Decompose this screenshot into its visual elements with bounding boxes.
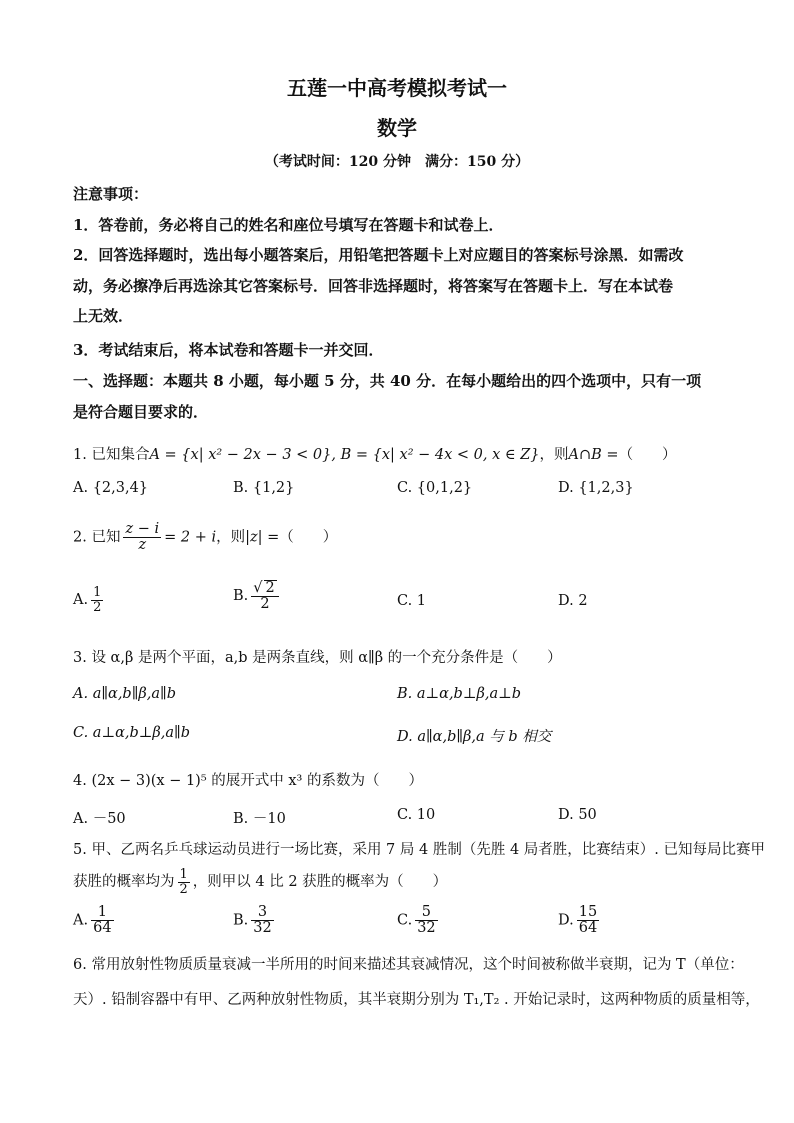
q5-option-b-fraction — [251, 905, 273, 936]
section-1-line-2: 是符合题目要求的． — [73, 403, 209, 421]
q2-option-a-den: 2 — [93, 599, 102, 615]
q5-option-a-label: A. — [73, 912, 89, 929]
q5-option-d — [558, 905, 602, 936]
q5-option-c-label: C. — [397, 912, 413, 929]
q2-option-b — [233, 580, 282, 612]
q1-prefix: 1. 已知集合 — [73, 447, 150, 463]
q2-option-a-num: 1 — [93, 585, 102, 600]
q3-option-d: D. a∥α,b∥β,a 与 b 相交 — [397, 729, 552, 745]
q1-option-d: D. {1,2,3} — [558, 480, 634, 496]
q5-half-den: 2 — [179, 881, 188, 897]
q2-mid: ，则 — [216, 529, 246, 546]
q5-option-a-num: 1 — [91, 905, 113, 921]
note-2-line-3: 上无效． — [73, 307, 134, 325]
q1-suffix: ，则 — [539, 447, 569, 463]
q5-half-fraction — [178, 868, 190, 896]
q5-option-a-den: 64 — [93, 920, 112, 937]
q5-line-2-post: ，则甲以 4 比 2 获胜的概率为（ ） — [192, 874, 448, 891]
q5-option-c-num: 5 — [415, 905, 437, 921]
q1-set-a: A = {x| x² − 2x − 3 < 0} — [149, 447, 332, 463]
question-3-stem: 3. 设 α,β 是两个平面，a,b 是两条直线，则 α∥β 的一个充分条件是（ ） — [73, 650, 562, 666]
q2-fraction — [123, 522, 161, 553]
q2-eq: = 2 + i — [164, 529, 217, 546]
q5-option-d-num: 15 — [578, 904, 598, 920]
q1-set-b: , B = {x| x² − 4x < 0, x ∈ Z} — [331, 447, 540, 463]
question-2-stem — [73, 522, 337, 553]
q5-option-c-den: 32 — [417, 920, 436, 937]
q2-option-a — [73, 586, 106, 614]
notes-heading: 注意事项： — [73, 185, 149, 203]
question-6-line-1: 6. 常用放射性物质质量衰减一半所用的时间来描述其衰减情况，这个时间被称做半衰期，记为 T（单位： — [73, 957, 744, 973]
note-3: 3．考试结束后，将本试卷和答题卡一并交回． — [73, 341, 384, 359]
q2-option-a-label: A. — [73, 592, 89, 609]
q5-option-b-label: B. — [233, 912, 249, 929]
q1-option-c: C. {0,1,2} — [397, 480, 473, 496]
q2-option-b-label: B. — [233, 588, 249, 605]
q4-option-d: D. 50 — [558, 807, 597, 823]
q3-option-c: C. a⊥α,b⊥β,a∥b — [73, 725, 191, 741]
q3-option-b: B. a⊥α,b⊥β,a⊥b — [397, 686, 522, 702]
note-1: 1．答卷前，务必将自己的姓名和座位号填写在答题卡和试卷上． — [73, 216, 504, 234]
q4-option-c: C. 10 — [397, 807, 436, 823]
q5-option-b-num: 3 — [251, 905, 273, 921]
q2-option-b-num: √ 2 — [251, 580, 278, 597]
q5-option-a-fraction — [91, 905, 113, 936]
subject-title: 数学 — [377, 116, 417, 140]
question-5-line-1: 5. 甲、乙两名乒乓球运动员进行一场比赛，采用 7 局 4 胜制（先胜 4 局者胜，比赛结束）. 已知每局比赛甲 — [73, 842, 765, 858]
q4-option-b: B. －10 — [233, 811, 286, 827]
q1-option-a: A. {2,3,4} — [73, 480, 149, 496]
q3-option-a: A. a∥α,b∥β,a∥b — [73, 686, 177, 702]
q5-half-num: 1 — [179, 867, 188, 882]
question-6-line-2: 天）. 铅制容器中有甲、乙两种放射性物质，其半衰期分别为 T₁,T₂ . 开始记录时，这两种物质的质量相等， — [73, 992, 760, 1008]
q5-option-d-label: D. — [558, 912, 574, 929]
question-1-stem — [73, 443, 677, 464]
q5-line-2-pre: 获胜的概率均为 — [73, 874, 175, 891]
q5-option-d-fraction — [577, 905, 599, 936]
q2-frac-num: z − i — [125, 521, 160, 537]
question-4-stem: 4. (2x − 3)(x − 1)⁵ 的展开式中 x³ 的系数为（ ） — [73, 773, 423, 789]
note-2-line-2: 动，务必擦净后再选涂其它答案标号．回答非选择题时，将答案写在答题卡上．写在本试卷 — [73, 277, 674, 295]
q2-option-d: D. 2 — [558, 593, 588, 609]
q2-option-b-den: 2 — [260, 596, 270, 613]
exam-title: 五莲一中高考模拟考试一 — [287, 76, 507, 100]
q4-option-a: A. －50 — [73, 811, 126, 827]
q2-prefix: 2. 已知 — [73, 529, 121, 546]
q1-option-b: B. {1,2} — [233, 480, 295, 496]
question-5-line-2 — [73, 868, 447, 896]
q2-option-a-fraction — [91, 586, 103, 614]
q5-option-d-den: 64 — [578, 920, 598, 937]
q5-option-b-den: 32 — [253, 920, 272, 937]
q1-expr: A∩B = — [568, 447, 619, 463]
q2-paren: （ ） — [279, 529, 338, 546]
q5-option-c-fraction — [415, 905, 437, 936]
section-1-line-1: 一、选择题：本题共 8 小题，每小题 5 分，共 40 分．在每小题给出的四个选项中，只有一项 — [73, 372, 702, 390]
q2-abs: |z| = — [245, 529, 280, 546]
exam-info: （考试时间：120 分钟 满分：150 分） — [264, 154, 530, 170]
q5-option-a — [73, 905, 117, 936]
q2-frac-den: z — [138, 537, 147, 554]
note-2-line-1: 2．回答选择题时，选出每小题答案后，用铅笔把答题卡上对应题目的答案标号涂黑．如需改 — [73, 246, 684, 264]
q1-paren: （ ） — [618, 447, 677, 463]
q2-option-b-radicand: 2 — [265, 580, 275, 596]
q5-option-b — [233, 905, 277, 936]
q5-option-c — [397, 905, 441, 936]
q2-option-b-fraction — [251, 580, 278, 612]
q2-option-c: C. 1 — [397, 593, 427, 609]
